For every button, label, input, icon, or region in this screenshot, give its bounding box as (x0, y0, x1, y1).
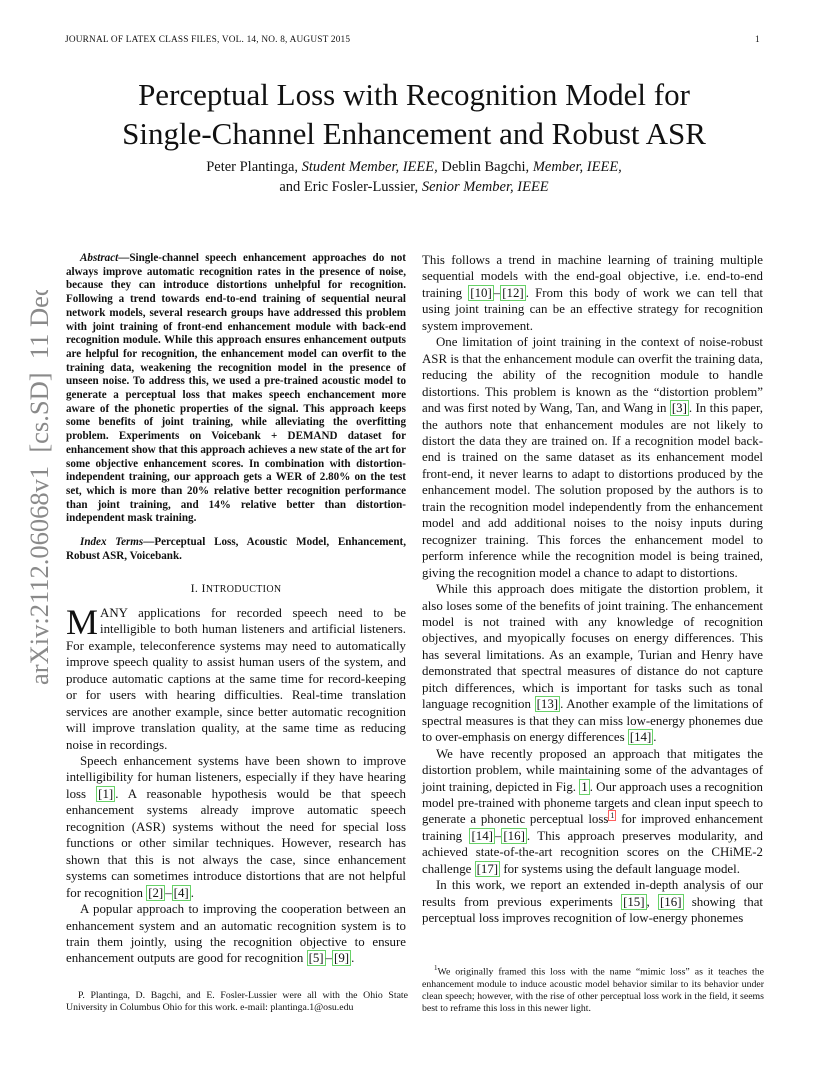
citation-link[interactable]: [14] (629, 730, 652, 745)
citation-link[interactable]: [1] (98, 786, 114, 801)
paragraph-text: showing that perceptual loss improves recognition of low-energy phonemes (422, 894, 763, 926)
citation-link[interactable]: [10] (470, 285, 492, 300)
arxiv-id-text: arXiv:2112.06068v1 [cs.SD] 11 Dec 2021 (24, 290, 54, 685)
page-number: 1 (755, 35, 760, 45)
paragraph-text: . Our approach uses a recognition model pre-trained with phoneme targets and clean input speech to generate a phonetic perceptual loss (422, 779, 763, 827)
paragraph-text: Speech enhancement systems have been shown to improve intelligibility for human listeners, especially if they have hearing loss (66, 754, 406, 801)
author-list (100, 157, 728, 197)
author-name: and Eric Fosler-Lussier, (279, 179, 419, 195)
citation-link[interactable]: [17] (476, 861, 499, 876)
paragraph-text: In this work, we report an extended in-depth analysis of our results from previous experiments (422, 878, 763, 909)
abstract-label: Abstract (80, 252, 119, 264)
index-terms (66, 536, 406, 563)
paragraph-text: A popular approach to improving the cooperation between an enhancement system and an automatic recognition system is to train them jointly, using the recognition objective to ensure enhancement outputs are good for recognition (66, 902, 406, 966)
citation-link[interactable]: [4] (173, 885, 189, 900)
paragraph-text: . (653, 730, 657, 745)
paragraph-text: . Another example of the limitations of spectral measures is that they can miss low-energy phonemes due to over-emphasis on energy differences (422, 697, 763, 745)
body-paragraph-4 (422, 746, 763, 878)
citation-dash: – (325, 951, 333, 966)
citation-link[interactable]: [14] (471, 828, 493, 843)
author-role: Member, IEEE, (532, 159, 622, 175)
index-terms-label: Index Terms (80, 536, 144, 549)
paragraph-text: for improved enhancement training (422, 812, 763, 843)
body-paragraph-5 (422, 877, 763, 926)
paragraph-text: for systems using the default language model. (500, 861, 740, 876)
right-column (422, 252, 763, 927)
abstract (66, 252, 406, 526)
paragraph-text: . This approach preserves modularity, and achieved state-of-the-art recognition scores on the CHiME-2 challenge (422, 828, 763, 876)
index-terms-text: —Perceptual Loss, Acoustic Model, Enhancement, Robust ASR, Voicebank. (66, 536, 406, 562)
arxiv-watermark (18, 290, 58, 685)
intro-paragraph-3 (66, 901, 406, 967)
paragraph-text: . (351, 951, 355, 966)
section-number: I. (190, 581, 199, 596)
footnote-link[interactable]: 1 (610, 811, 615, 821)
section-heading-introduction (66, 580, 406, 598)
citation-link[interactable]: [5] (308, 951, 324, 966)
citation-dash: – (493, 285, 501, 300)
body-paragraph-1 (422, 252, 763, 334)
section-title-rest: NTRODUCTION (205, 584, 282, 596)
footnote-text: We originally framed this loss with the name “mimic loss” as it teaches the enhancement module to induce acoustic model behavior similar to its behavior under clean speech; however, with the rise of other perceptual loss work in the field, it seems best to reframe this loss in this newer light. (422, 966, 764, 1015)
paragraph-text: We have recently proposed an approach that mitigates the distortion problem, while maintaining some of the advantages of joint training, depicted in Fig. (422, 746, 763, 794)
footnote (422, 962, 764, 1015)
citation-dash: – (494, 828, 502, 843)
paragraph-text: One limitation of joint training in the context of noise-robust ASR is that the enhancement module can overfit the training data, reducing the ability of the recognition module to handle distortions. This problem is known as the “distortion problem” and was first noted by Wang, Tan, and Wang in (422, 335, 763, 416)
author-name: Deblin Bagchi, (441, 159, 530, 175)
intro-paragraph-2 (66, 753, 406, 901)
paragraph-text: This follows a trend in machine learning of training multiple sequential models with the end-goal objective, i.e. end-to-end training (422, 253, 763, 300)
paragraph-text: , (646, 894, 659, 909)
left-column (66, 252, 406, 967)
citation-link[interactable]: [3] (671, 401, 687, 416)
footnote-mark: 1 (434, 964, 438, 972)
paragraph-text: . (190, 885, 194, 900)
intro-paragraph-1 (66, 601, 406, 753)
running-head: JOURNAL OF LATEX CLASS FILES, VOL. 14, NO. 8, AUGUST 2015 (65, 35, 351, 45)
title-line-1: Perceptual Loss with Recognition Model for (138, 77, 690, 112)
citation-link[interactable]: [16] (660, 894, 682, 909)
body-paragraph-3 (422, 581, 763, 746)
author-affiliation-note: P. Plantinga, D. Bagchi, and E. Fosler-Lussier were all with the Ohio State University in Columbus Ohio for this work. e-mail: plantinga.1@osu.edu (66, 990, 408, 1014)
paragraph-text: . From this body of work we can tell that using joint training can be an effective strategy for recognition system improvement. (422, 285, 763, 333)
citation-link[interactable]: [2] (148, 885, 164, 900)
paragraph-text: While this approach does mitigate the distortion problem, it also loses some of the benefits of joint training. The enhancement model is not trained with any knowledge of recognition objectives, and myopically focuses on energy differences. This has several limitations. As an example, Turian and Henry have demonstrated that spectral measures of distance do not capture pitch differences, which is important for tasks such as tonal language recognition (422, 582, 763, 712)
citation-link[interactable]: [16] (503, 828, 525, 843)
citation-link[interactable]: [12] (502, 285, 524, 300)
figure-link[interactable]: 1 (581, 779, 588, 794)
author-role: Senior Member, IEEE (421, 179, 549, 195)
paragraph-text: ANY applications for recorded speech need to be intelligible to both human listeners and artificial listeners. For example, teleconference systems may need to automatically improve speech quality to assist human users of the system, and produce automatic captions at the same time for record-keeping or for users with hearing difficulties. Real-time translation services are another example, since better automatic recognition will improve translation quality, at the same time as reducing noise in recordings. (66, 605, 406, 752)
paper-title (60, 75, 768, 153)
citation-link[interactable]: [9] (334, 951, 350, 966)
drop-cap: M (66, 601, 99, 642)
abstract-text: —Single-channel speech enhancement approaches do not always improve automatic recognition rates in the presence of noise, because they can introduce distortions unhelpful for recognition. Following a trend towards end-to-end training of sequential neural network models, several research groups have addressed this problem with joint training of front-end enhancement module with back-end recognition module. While this approach ensures enhancement outputs are helpful for recognition, the enhancement model can overfit to the training data, weakening the recognition model in the presence of unseen noise. To address this, we used a pre-trained acoustic model to generate a perceptual loss that makes speech enchancement more aware of the phonetic properties of the signal. This approach keeps some benefits of joint training, while alleviating the overfitting problem. Experiments on Voicebank + DEMAND dataset for enhancement show that this approach achieves a new state of the art for some objective enhancement scores. In combination with distortion-independent training, our approach gets a WER of 2.80% on the test set, which is more than 20% relative better recognition performance than joint training, and 14% relative better than distortion-independent mask training. (66, 252, 406, 525)
paragraph-text: . In this paper, the authors note that enhancement modules are not likely to distort the data they are trained on. If a recognition model back-end is trained on the same dataset as its enhancement model front-end, it never learns to adapt to distortions produced by the enhancement model. The solution proposed by the authors is to train the recognition model independently from the enhancement model and add additional noises to the noisy inputs during recognizer training. This forces the enhancement model to perform inference while the recognition model is being trained, giving the recognition model a chance to adapt to distortions. (422, 401, 763, 580)
citation-link[interactable]: [13] (536, 697, 559, 712)
body-paragraph-2 (422, 334, 763, 581)
citation-link[interactable]: [15] (623, 894, 645, 909)
paragraph-text: . A reasonable hypothesis would be that speech enhancement systems already improve automatic speech recognition (ASR) systems without the need for special loss functions or other similar techniques. However, research has shown that this is not always the case, since enhancement systems can sometimes introduce distortions that are not helpful for recognition (66, 786, 406, 900)
author-role: Student Member, IEEE, (301, 159, 438, 175)
author-name: Peter Plantinga, (206, 159, 299, 175)
title-line-2: Single-Channel Enhancement and Robust ASR (122, 116, 706, 151)
section-title-initial: I (201, 581, 206, 596)
citation-dash: – (165, 885, 172, 900)
